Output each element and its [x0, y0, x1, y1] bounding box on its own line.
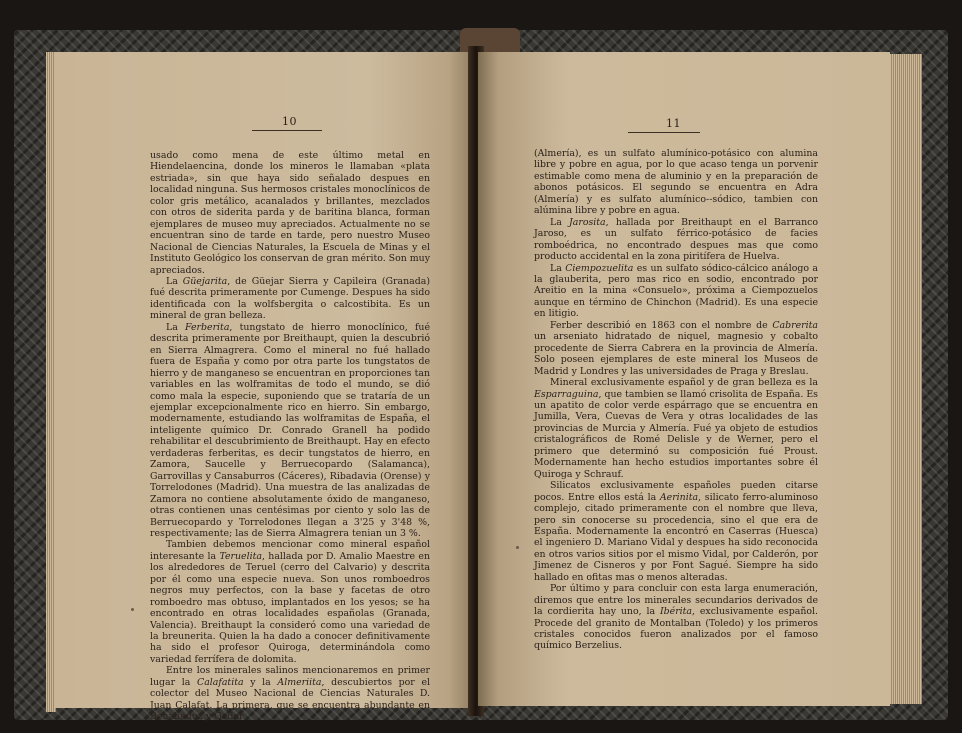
left-header-rule	[252, 130, 322, 131]
paragraph	[150, 539, 430, 665]
mineral-name: Teruelita	[219, 550, 262, 562]
text-run: La	[549, 262, 566, 274]
paragraph	[150, 322, 430, 540]
mineral-name: Jarosita	[569, 216, 606, 228]
text-run: , hallada por Breithaupt en el Barranco Jaroso, es un sulfato férrico-potásico de facies romboédrica, no encontrado despues mas que como producto accidental en la zona piritífera de Huelva.	[534, 216, 818, 263]
right-page	[478, 52, 890, 706]
text-run: , hallada por D. Amalio Maestre en los alrededores de Teruel (cerro del Calvario) y descrita por él como una especie nueva. Son unos romboedros negros muy perfectos, con la base y facetas de otro romboedro mas obtuso, implantados en los yesos; se ha encontrado en otras localidades españolas (Granada, Valencia). Breithaupt la consideró como una variedad de la breunerita. Quien la ha dado a conocer definitivamente ha sido el profesor Quiroga, determinándola como variedad ferrífera de dolomita.	[150, 550, 431, 665]
text-run: , de Güejar Sierra y Capileira (Granada) fué descrita primeramente por Cumenge. Despues ha sido identificada con la wolfsbergita o calcostibita. Es un mineral de gran belleza.	[150, 275, 430, 322]
text-run: Ferber describió en 1863 con el nombre de	[549, 319, 773, 331]
text-run: Por último y para concluir con esta larga enumeración, diremos que entre los minerales secundarios derivados de la cordierita hay uno, la	[534, 583, 818, 618]
paragraph	[534, 217, 818, 263]
text-run: , descubiertos por el colector del Museo Nacional de Ciencias Naturales D. Juan Calafat. La primera, que se encuentra abundante en Benahadux y Gador	[150, 676, 430, 723]
mineral-name: Ferberita	[185, 321, 230, 333]
left-page	[54, 52, 474, 723]
paragraph	[150, 665, 430, 722]
paragraph	[534, 377, 818, 480]
text-run: un arseniato hidratado de niquel, magnesio y cobalto procedente de Sierra Cabrera en la provincia de Almería. Solo poseen ejemplares de este mineral los Museos de Madrid y Londres y las universidades de Praga y Breslau.	[534, 331, 818, 377]
paragraph	[534, 320, 818, 377]
mineral-name: Cabrerita	[772, 319, 818, 331]
text-run: Mineral exclusivamente español y de gran belleza es la	[549, 377, 818, 389]
text-run: Silicatos exclusivamente españoles pueden citarse pocos. Entre ellos está la	[534, 480, 818, 503]
text-run: y la	[243, 676, 278, 688]
mineral-name: Ciempozuelita	[565, 262, 634, 274]
text-run: Entre los minerales salinos mencionaremos en primer lugar la	[150, 665, 430, 688]
left-page-body	[150, 150, 430, 723]
right-page-body	[534, 148, 818, 652]
text-run: La	[165, 275, 183, 287]
text-run: Tambien debemos mencionar como mineral español interesante la	[150, 539, 430, 562]
right-page-number: 11	[666, 117, 681, 130]
paragraph	[534, 263, 818, 320]
mineral-name: Ibérita	[659, 606, 693, 618]
right-page-blemish	[516, 546, 519, 549]
mineral-name: Aerinita	[659, 491, 699, 503]
mineral-name: Esparraguina	[534, 388, 599, 400]
left-page-blemish	[131, 608, 134, 611]
right-header-rule	[628, 132, 700, 133]
text-run: , que tambien se llamó crisolita de España. Es un apatito de color verde espárrago que se encuentra en Jumilla, Vera, Cuevas de Vera y otras localidades de las provincias de Murcia y Almería. Fué ya objeto de estudios cristalográficos de Romé Delisle y de Werner, pero el primero que determinó su composición fué Proust. Modernamente han hecho estudios importantes sobre él Quiroga y Schrauf.	[534, 388, 818, 480]
text-run: , exclusivamente español. Procede del granito de Montalban (Toledo) y los primeros cristales conocidos fueron analizados por el famoso químico Berzelius.	[534, 606, 818, 652]
text-run: es un sulfato sódico-cálcico análogo a la glauberita, pero mas rico en sodio, encontrado por Areitio en la mina «Consuelo», próxima a Ciempozuelos aunque en término de Chinchon (Madrid). Es una especie en litigio.	[534, 262, 819, 320]
text-run: La	[549, 216, 569, 228]
mineral-name: Calafatita	[197, 676, 244, 688]
paragraph	[534, 583, 818, 652]
paragraph	[150, 150, 430, 276]
text-run: La	[165, 321, 185, 333]
paragraph	[150, 276, 430, 322]
left-page-number: 10	[282, 115, 297, 128]
paragraph	[534, 148, 818, 217]
right-page-edges	[886, 54, 922, 704]
text-run: , silicato ferro-aluminoso complejo, citado primeramente con el nombre que lleva, pero sin conocerse su procedencia, sino el que era de España. Modernamente la encontró en Caserras (Huesca) el ingeniero D. Mariano Vidal y despues ha sido reconocida en otros varios sitios por el mismo Vidal, por Calderón, por Jimenez de Cisneros y por Font Sagué. Siempre ha sido hallado en ofitas mas o menos alteradas.	[534, 491, 818, 583]
paragraph	[534, 480, 818, 583]
mineral-name: Almeriita	[277, 676, 322, 688]
mineral-name: Güejarita	[182, 275, 228, 287]
text-run: , tungstato de hierro monoclínico, fué descrita primeramente por Breithaupt, quien la descubrió en Sierra Almagrera. Como el mineral no fué hallado fuera de España y como por otra parte los tungstatos de hierro y de manganeso se encuentran en proporciones tan variables en las wolframitas de todo el mundo, se dió como mala la especie, suponiendo que se trataría de un ejemplar excepcionalmente rico en hierro. Sin embargo, modernamente, estudiando las wolframitas de España, el inteligente químico Dr. Conrado Granell ha podido rehabilitar el descubrimiento de Breithaupt. Hay en efecto verdaderas ferberitas, es decir tungstatos de hierro, en Zamora, Saucelle y Berruecopardo (Salamanca), Garrovillas y Cansaburros (Cáceres), Ribadavia (Orense) y Torrelodones (Madrid). Una muestra de las analizadas de Zamora no contiene absolutamente óxido de manganeso, otras contienen unas centésimas por ciento y solo las de Berruecopardo y Torrelodones llegan a 3'25 y 3'48 %, respectivamente; las de Sierra Almagrera tenian un 3 %.	[150, 321, 431, 539]
text-run: (Almería), es un sulfato alumínico-potásico con alumina libre y pobre en agua, por lo que acaso tenga un porvenir estimable como mena de aluminio y en la preparación de abonos potásicos. El segundo se encuentra en Adra (Almería) y es sulfato alumínico--sódico, tambien con alúmina libre y pobre en agua.	[534, 148, 818, 217]
text-run: usado como mena de este último metal en Hiendelaencina, donde los mineros le llamaban «plata estriada», sin que haya sido señalado despues en localidad ninguna. Sus hermosos cristales monoclínicos de color gris metálico, acanalados y brillantes, mezclados con otros de siderita parda y de baritina blanca, forman ejemplares de museo muy apreciados. Actualmente no se encuentran sino de tarde en tarde, pero nuestro Museo Nacional de Ciencias Naturales, la Escuela de Minas y el Instituto Geológico los conservan de gran mérito. Son muy apreciados.	[150, 150, 430, 276]
